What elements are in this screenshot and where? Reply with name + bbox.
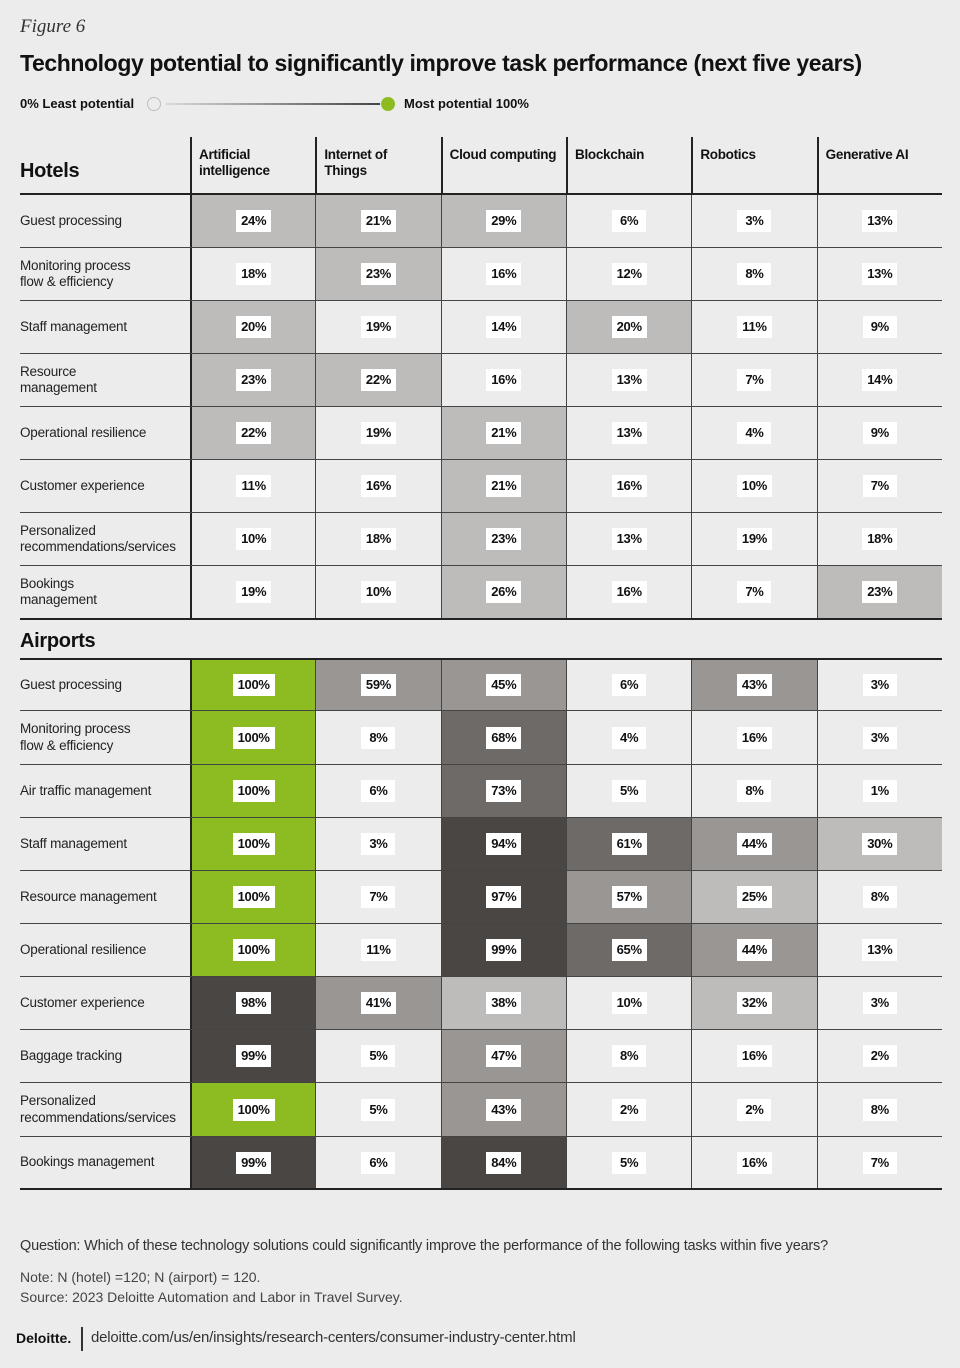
cell-value-label: 5% (361, 1045, 395, 1067)
legend-max-dot (381, 97, 395, 111)
heatmap-row-bookings-management (20, 566, 942, 620)
row-label: Staff management (20, 835, 127, 851)
row-label: Personalized recommendations/services (20, 522, 176, 554)
heatmap-cell-artificial-intelligence (190, 1030, 315, 1082)
heatmap-cell-robotics (691, 871, 816, 923)
row-label: Guest processing (20, 212, 122, 228)
section-title-airports: Airports (20, 630, 96, 652)
legend-min-label: 0% Least potential (20, 96, 135, 111)
heatmap-cell-artificial-intelligence (190, 566, 315, 618)
heatmap-cell-robotics (691, 660, 816, 710)
cell-value-label: 11% (361, 939, 395, 961)
cell-value-label: 13% (612, 528, 647, 550)
cell-value-label: 100% (233, 939, 275, 961)
cell-value-label: 59% (361, 674, 396, 696)
cell-value-label: 3% (863, 674, 897, 696)
heatmap-cell-artificial-intelligence (190, 354, 315, 406)
heatmap-cell-blockchain (566, 407, 691, 459)
heatmap-row-guest-processing (20, 193, 942, 248)
heatmap-cell-robotics (691, 977, 816, 1029)
heatmap-cell-robotics (691, 924, 816, 976)
cell-value-label: 7% (737, 369, 771, 391)
heatmap-cell-artificial-intelligence (190, 765, 315, 817)
legend-min-dot (147, 97, 161, 111)
heatmap-cell-artificial-intelligence (190, 407, 315, 459)
heatmap-cell-internet-of-things (315, 248, 440, 300)
heatmap-cell-generative-ai (817, 407, 942, 459)
cell-value-label: 8% (737, 780, 771, 802)
heatmap-cell-robotics (691, 248, 816, 300)
legend-max-label: Most potential 100% (404, 96, 529, 111)
cell-value-label: 43% (737, 674, 772, 696)
heatmap-cell-cloud-computing (441, 818, 566, 870)
heatmap-cell-artificial-intelligence (190, 513, 315, 565)
cell-value-label: 9% (863, 316, 897, 338)
cell-value-label: 11% (236, 475, 270, 497)
heatmap-cell-cloud-computing (441, 1083, 566, 1136)
heatmap-cell-cloud-computing (441, 566, 566, 618)
airports-heatmap (20, 658, 942, 1190)
cell-value-label: 22% (361, 369, 396, 391)
cell-value-label: 100% (233, 833, 275, 855)
cell-value-label: 9% (863, 422, 897, 444)
heatmap-cell-blockchain (566, 1083, 691, 1136)
heatmap-cell-artificial-intelligence (190, 711, 315, 764)
footer-divider (81, 1327, 83, 1351)
heatmap-cell-generative-ai (817, 765, 942, 817)
heatmap-cell-generative-ai (817, 460, 942, 512)
heatmap-row-staff-management (20, 301, 942, 354)
column-header-cloud-computing: Cloud computing (441, 137, 566, 193)
cell-value-label: 8% (863, 1099, 897, 1121)
heatmap-cell-generative-ai (817, 248, 942, 300)
heatmap-cell-internet-of-things (315, 460, 440, 512)
cell-value-label: 25% (737, 886, 772, 908)
heatmap-cell-internet-of-things (315, 818, 440, 870)
heatmap-cell-cloud-computing (441, 248, 566, 300)
cell-value-label: 19% (236, 581, 271, 603)
heatmap-cell-robotics (691, 513, 816, 565)
heatmap-row-customer-experience (20, 977, 942, 1030)
heatmap-cell-artificial-intelligence (190, 660, 315, 710)
heatmap-row-monitoring-process-flow-efficiency (20, 711, 942, 765)
source-note: Source: 2023 Deloitte Automation and Labor in Travel Survey. (20, 1289, 403, 1305)
column-header-robotics: Robotics (691, 137, 816, 193)
cell-value-label: 3% (737, 210, 771, 232)
heatmap-cell-internet-of-things (315, 301, 440, 353)
column-headers (190, 137, 942, 193)
column-header-blockchain: Blockchain (566, 137, 691, 193)
row-label: Staff management (20, 318, 127, 334)
cell-value-label: 2% (737, 1099, 771, 1121)
cell-value-label: 16% (612, 581, 647, 603)
cell-value-label: 44% (737, 833, 772, 855)
heatmap-cell-blockchain (566, 566, 691, 618)
cell-value-label: 16% (486, 369, 521, 391)
cell-value-label: 61% (612, 833, 647, 855)
heatmap-cell-generative-ai (817, 1137, 942, 1188)
cell-value-label: 6% (612, 674, 646, 696)
heatmap-cell-artificial-intelligence (190, 195, 315, 247)
cell-value-label: 10% (361, 581, 396, 603)
cell-value-label: 3% (863, 992, 897, 1014)
color-legend (20, 94, 540, 114)
cell-value-label: 14% (862, 369, 897, 391)
cell-value-label: 98% (236, 992, 271, 1014)
heatmap-cell-blockchain (566, 248, 691, 300)
cell-value-label: 99% (236, 1152, 271, 1174)
cell-value-label: 2% (612, 1099, 646, 1121)
cell-value-label: 5% (361, 1099, 395, 1121)
heatmap-row-bookings-management (20, 1137, 942, 1190)
cell-value-label: 73% (486, 780, 521, 802)
row-label: Operational resilience (20, 424, 147, 440)
cell-value-label: 30% (862, 833, 897, 855)
heatmap-cell-artificial-intelligence (190, 460, 315, 512)
column-header-internet-of-things: Internet of Things (315, 137, 440, 193)
heatmap-cell-cloud-computing (441, 354, 566, 406)
cell-value-label: 6% (361, 1152, 395, 1174)
heatmap-row-personalized-recommendations-services (20, 513, 942, 566)
heatmap-cell-generative-ai (817, 660, 942, 710)
cell-value-label: 38% (486, 992, 521, 1014)
heatmap-cell-cloud-computing (441, 711, 566, 764)
heatmap-cell-generative-ai (817, 354, 942, 406)
row-label: Customer experience (20, 994, 145, 1010)
cell-value-label: 4% (612, 727, 646, 749)
column-header-artificial-intelligence: Artificial intelligence (190, 137, 315, 193)
cell-value-label: 23% (236, 369, 271, 391)
cell-value-label: 2% (863, 1045, 897, 1067)
cell-value-label: 8% (361, 727, 395, 749)
heatmap-cell-blockchain (566, 711, 691, 764)
row-label: Air traffic management (20, 782, 152, 798)
cell-value-label: 13% (612, 422, 647, 444)
survey-question: Question: Which of these technology solutions could significantly improve the performance of the following tasks within five years? (20, 1238, 828, 1254)
heatmap-cell-generative-ai (817, 566, 942, 618)
cell-value-label: 23% (486, 528, 521, 550)
heatmap-cell-robotics (691, 566, 816, 618)
cell-value-label: 3% (863, 727, 897, 749)
cell-value-label: 7% (863, 1152, 897, 1174)
row-label: Resource management (20, 888, 157, 904)
heatmap-cell-cloud-computing (441, 407, 566, 459)
cell-value-label: 8% (737, 263, 771, 285)
heatmap-cell-artificial-intelligence (190, 818, 315, 870)
heatmap-cell-internet-of-things (315, 195, 440, 247)
cell-value-label: 57% (612, 886, 647, 908)
cell-value-label: 99% (486, 939, 521, 961)
heatmap-cell-generative-ai (817, 818, 942, 870)
heatmap-cell-blockchain (566, 1030, 691, 1082)
heatmap-cell-cloud-computing (441, 301, 566, 353)
heatmap-cell-artificial-intelligence (190, 977, 315, 1029)
heatmap-cell-blockchain (566, 818, 691, 870)
heatmap-cell-cloud-computing (441, 765, 566, 817)
cell-value-label: 10% (236, 528, 271, 550)
cell-value-label: 20% (612, 316, 647, 338)
heatmap-cell-generative-ai (817, 1030, 942, 1082)
cell-value-label: 5% (612, 1152, 646, 1174)
cell-value-label: 7% (737, 581, 771, 603)
heatmap-row-resource-management (20, 354, 942, 407)
cell-value-label: 6% (612, 210, 646, 232)
heatmap-cell-internet-of-things (315, 871, 440, 923)
cell-value-label: 100% (233, 886, 275, 908)
heatmap-row-air-traffic-management (20, 765, 942, 818)
row-label: Monitoring process flow & efficiency (20, 721, 131, 753)
heatmap-cell-cloud-computing (441, 871, 566, 923)
source-url: deloitte.com/us/en/insights/research-centers/consumer-industry-center.html (91, 1329, 576, 1346)
heatmap-cell-internet-of-things (315, 407, 440, 459)
cell-value-label: 16% (361, 475, 396, 497)
heatmap-row-operational-resilience (20, 407, 942, 460)
cell-value-label: 10% (737, 475, 772, 497)
cell-value-label: 41% (361, 992, 396, 1014)
heatmap-row-monitoring-process-flow-efficiency (20, 248, 942, 301)
cell-value-label: 44% (737, 939, 772, 961)
heatmap-row-operational-resilience (20, 924, 942, 977)
cell-value-label: 24% (236, 210, 271, 232)
row-label: Baggage tracking (20, 1047, 122, 1063)
cell-value-label: 8% (612, 1045, 646, 1067)
heatmap-cell-cloud-computing (441, 1030, 566, 1082)
cell-value-label: 32% (737, 992, 772, 1014)
row-label: Customer experience (20, 477, 145, 493)
heatmap-cell-cloud-computing (441, 513, 566, 565)
sample-note: Note: N (hotel) =120; N (airport) = 120. (20, 1269, 261, 1285)
chart-title: Technology potential to significantly improve task performance (next five years) (20, 50, 862, 76)
heatmap-cell-blockchain (566, 513, 691, 565)
heatmap-cell-blockchain (566, 195, 691, 247)
heatmap-cell-generative-ai (817, 195, 942, 247)
heatmap-cell-blockchain (566, 765, 691, 817)
heatmap-cell-generative-ai (817, 1083, 942, 1136)
heatmap-cell-internet-of-things (315, 566, 440, 618)
heatmap-row-guest-processing (20, 658, 942, 711)
cell-value-label: 16% (486, 263, 521, 285)
heatmap-cell-blockchain (566, 460, 691, 512)
cell-value-label: 21% (486, 475, 521, 497)
cell-value-label: 14% (486, 316, 521, 338)
row-label: Personalized recommendations/services (20, 1093, 176, 1125)
footnote (20, 1267, 403, 1307)
heatmap-cell-internet-of-things (315, 765, 440, 817)
heatmap-row-customer-experience (20, 460, 942, 513)
cell-value-label: 19% (361, 422, 396, 444)
heatmap-cell-internet-of-things (315, 1137, 440, 1188)
heatmap-cell-blockchain (566, 924, 691, 976)
heatmap-cell-blockchain (566, 301, 691, 353)
cell-value-label: 4% (737, 422, 771, 444)
cell-value-label: 100% (233, 674, 275, 696)
row-label: Operational resilience (20, 941, 147, 957)
cell-value-label: 3% (361, 833, 395, 855)
cell-value-label: 13% (612, 369, 647, 391)
heatmap-cell-cloud-computing (441, 1137, 566, 1188)
cell-value-label: 47% (486, 1045, 521, 1067)
cell-value-label: 16% (737, 1045, 772, 1067)
heatmap-cell-internet-of-things (315, 513, 440, 565)
heatmap-cell-blockchain (566, 871, 691, 923)
row-label: Guest processing (20, 676, 122, 692)
cell-value-label: 19% (361, 316, 396, 338)
heatmap-cell-artificial-intelligence (190, 1083, 315, 1136)
cell-value-label: 23% (361, 263, 396, 285)
cell-value-label: 99% (236, 1045, 271, 1067)
cell-value-label: 84% (486, 1152, 521, 1174)
heatmap-row-personalized-recommendations-services (20, 1083, 942, 1137)
legend-gradient-track (166, 103, 380, 105)
heatmap-cell-generative-ai (817, 871, 942, 923)
heatmap-cell-blockchain (566, 354, 691, 406)
heatmap-cell-robotics (691, 1030, 816, 1082)
heatmap-cell-artificial-intelligence (190, 301, 315, 353)
heatmap-cell-robotics (691, 195, 816, 247)
cell-value-label: 12% (612, 263, 647, 285)
heatmap-cell-internet-of-things (315, 354, 440, 406)
heatmap-row-resource-management (20, 871, 942, 924)
cell-value-label: 68% (486, 727, 521, 749)
heatmap-row-baggage-tracking (20, 1030, 942, 1083)
heatmap-cell-internet-of-things (315, 924, 440, 976)
heatmap-cell-artificial-intelligence (190, 871, 315, 923)
heatmap-row-staff-management (20, 818, 942, 871)
heatmap-cell-robotics (691, 765, 816, 817)
cell-value-label: 16% (737, 727, 772, 749)
heatmap-cell-generative-ai (817, 924, 942, 976)
heatmap-cell-artificial-intelligence (190, 248, 315, 300)
heatmap-cell-generative-ai (817, 711, 942, 764)
heatmap-cell-generative-ai (817, 977, 942, 1029)
cell-value-label: 13% (862, 263, 897, 285)
cell-value-label: 10% (612, 992, 647, 1014)
cell-value-label: 7% (863, 475, 897, 497)
heatmap-cell-generative-ai (817, 513, 942, 565)
cell-value-label: 13% (862, 210, 897, 232)
column-header-generative-ai: Generative AI (817, 137, 942, 193)
cell-value-label: 97% (486, 886, 521, 908)
row-label: Monitoring process flow & efficiency (20, 257, 131, 289)
heatmap-cell-generative-ai (817, 301, 942, 353)
cell-value-label: 11% (737, 316, 771, 338)
row-label: Bookings management (20, 575, 97, 607)
heatmap-cell-internet-of-things (315, 660, 440, 710)
cell-value-label: 18% (862, 528, 897, 550)
heatmap-cell-internet-of-things (315, 1030, 440, 1082)
cell-value-label: 1% (863, 780, 897, 802)
section-title-hotels: Hotels (20, 160, 80, 182)
cell-value-label: 21% (486, 422, 521, 444)
heatmap-cell-cloud-computing (441, 460, 566, 512)
heatmap-cell-cloud-computing (441, 924, 566, 976)
heatmap-cell-robotics (691, 818, 816, 870)
heatmap-cell-robotics (691, 1137, 816, 1188)
cell-value-label: 16% (612, 475, 647, 497)
cell-value-label: 16% (737, 1152, 772, 1174)
heatmap-cell-robotics (691, 354, 816, 406)
deloitte-logo: Deloitte. (16, 1330, 72, 1346)
heatmap-cell-cloud-computing (441, 660, 566, 710)
cell-value-label: 6% (361, 780, 395, 802)
heatmap-cell-robotics (691, 407, 816, 459)
cell-value-label: 29% (486, 210, 521, 232)
cell-value-label: 100% (233, 727, 275, 749)
heatmap-cell-blockchain (566, 660, 691, 710)
cell-value-label: 20% (236, 316, 271, 338)
cell-value-label: 18% (236, 263, 271, 285)
heatmap-cell-robotics (691, 1083, 816, 1136)
cell-value-label: 43% (486, 1099, 521, 1121)
heatmap-cell-robotics (691, 711, 816, 764)
cell-value-label: 18% (361, 528, 396, 550)
cell-value-label: 100% (233, 1099, 275, 1121)
heatmap-cell-artificial-intelligence (190, 1137, 315, 1188)
cell-value-label: 94% (486, 833, 521, 855)
cell-value-label: 100% (233, 780, 275, 802)
heatmap-cell-internet-of-things (315, 711, 440, 764)
cell-value-label: 45% (486, 674, 521, 696)
heatmap-cell-blockchain (566, 977, 691, 1029)
heatmap-cell-internet-of-things (315, 977, 440, 1029)
heatmap-cell-internet-of-things (315, 1083, 440, 1136)
heatmap-cell-robotics (691, 460, 816, 512)
cell-value-label: 23% (862, 581, 897, 603)
cell-value-label: 5% (612, 780, 646, 802)
cell-value-label: 21% (361, 210, 396, 232)
row-label: Resource management (20, 363, 97, 395)
cell-value-label: 8% (863, 886, 897, 908)
row-label: Bookings management (20, 1154, 155, 1170)
cell-value-label: 22% (236, 422, 271, 444)
heatmap-cell-cloud-computing (441, 195, 566, 247)
cell-value-label: 26% (486, 581, 521, 603)
heatmap-cell-artificial-intelligence (190, 924, 315, 976)
figure-label: Figure 6 (20, 16, 86, 37)
cell-value-label: 13% (862, 939, 897, 961)
hotels-heatmap (20, 193, 942, 620)
heatmap-cell-robotics (691, 301, 816, 353)
cell-value-label: 65% (612, 939, 647, 961)
cell-value-label: 7% (361, 886, 395, 908)
cell-value-label: 19% (737, 528, 772, 550)
heatmap-cell-blockchain (566, 1137, 691, 1188)
heatmap-cell-cloud-computing (441, 977, 566, 1029)
